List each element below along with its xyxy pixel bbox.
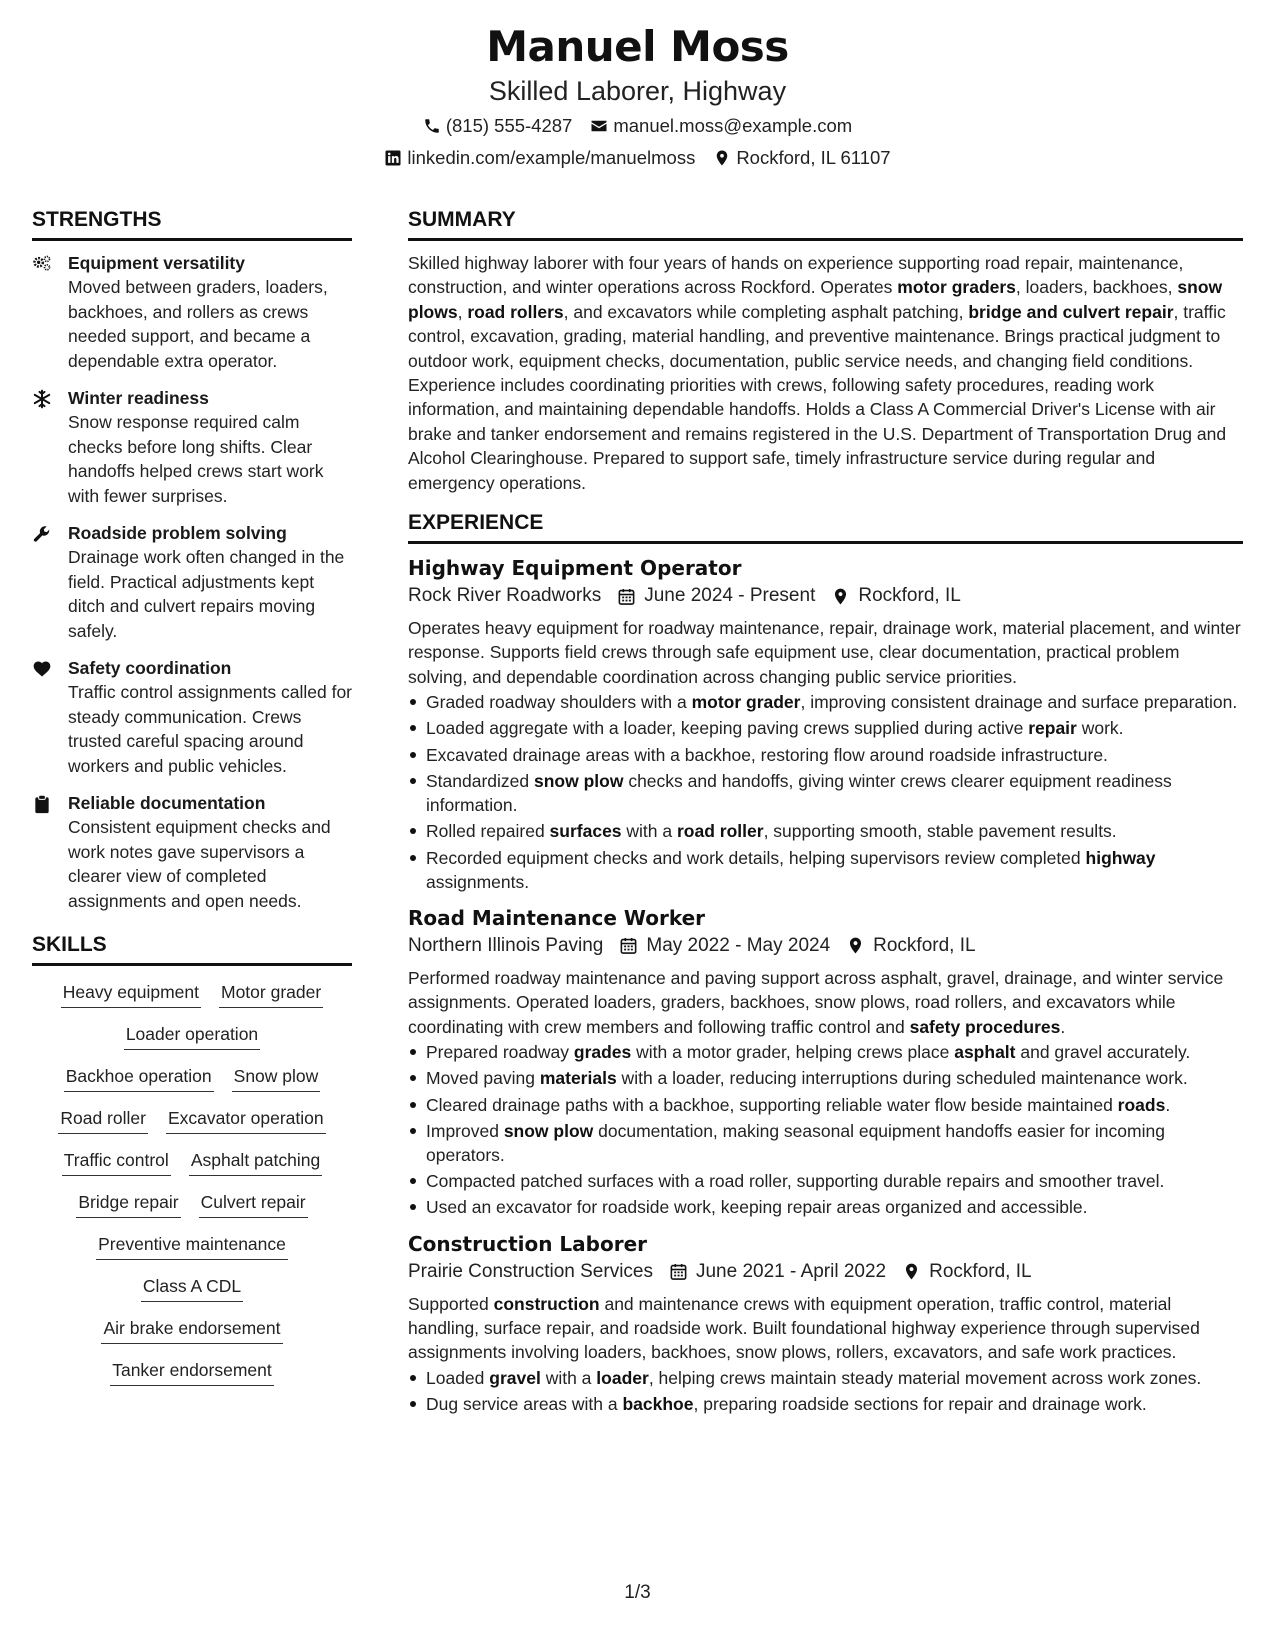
map-pin-icon [902, 1262, 921, 1281]
location-text: Rockford, IL 61107 [736, 147, 891, 168]
gears-icon [32, 251, 56, 373]
text-run: Standardized [426, 770, 534, 791]
text-run: documentation, making seasonal equipment handoffs easier for incoming operators. [426, 1120, 1165, 1165]
text-run: , and excavators while completing asphalt patching, [563, 301, 969, 322]
text-run: assignments. [426, 871, 530, 892]
strength-title: Safety coordination [68, 658, 232, 678]
text-run: and maintenance crews with equipment operation, traffic control, material handling, surface repair, and roadside work. Built foundational highway experience through supervised assignments involving loaders, backhoes, snow plows, rollers, excavators, and safe work practices. [408, 1293, 1200, 1363]
linkedin-contact[interactable] [384, 146, 695, 170]
text-run: , traffic control, excavation, grading, material handling, and preventive maintenance. Brings practical judgment to outdoor work, equipment checks, documentation, public service needs, and changing field conditions. Experience includes coordinating priorities with crews, following safety procedures, reading work information, and maintaining dependable handoffs. Holds a Class A Commercial Driver's License with air brake and tanker endorsement and remains registered in the U.S. Department of Transportation Drug and Alcohol Clearinghouse. Prepared to support safe, timely infrastructure service during regular and emergency operations. [408, 301, 1227, 493]
bullet-item [408, 1392, 1243, 1416]
phone-icon [423, 117, 441, 135]
job-meta [408, 1258, 1243, 1286]
strength-title: Equipment versatility [68, 253, 245, 273]
phone-text: (815) 555-4287 [445, 115, 573, 136]
text-run: , improving consistent drainage and surface preparation. [800, 692, 1238, 713]
bold-text: roads [1117, 1094, 1166, 1115]
skills-list [32, 980, 352, 1386]
job-title: Construction Laborer [408, 1231, 648, 1256]
job-dates: May 2022 - May 2024 [646, 934, 831, 956]
strength-item [32, 386, 352, 508]
job-title: Highway Equipment Operator [408, 556, 742, 581]
skill-tag: Traffic control [62, 1148, 171, 1176]
bold-text: loader [596, 1367, 649, 1388]
calendar-icon [617, 587, 636, 606]
job-entry [408, 1230, 1243, 1417]
candidate-title: Skilled Laborer, Highway [488, 76, 787, 106]
text-run: Compacted patched surfaces with a road roller, supporting durable repairs and smoother travel. [426, 1171, 1165, 1192]
text-run: Graded roadway shoulders with a [426, 692, 692, 713]
text-run: Rolled repaired [426, 821, 550, 842]
bold-text: bridge and culvert repair [968, 301, 1174, 322]
text-run: . [1060, 1016, 1066, 1037]
text-run: Operates heavy equipment for roadway maintenance, repair, drainage work, material placement, and winter response. Supports field crews through safe equipment use, clear documentation, practical problem solving, and dependable coordination across changing public service priorities. [408, 618, 1241, 687]
text-run: Skilled highway laborer with four years of hands on experience supporting road repair, maintenance, construction, and winter operations across Rockford. Operates [408, 253, 1184, 298]
bullet-item [408, 846, 1243, 894]
strength-item [32, 791, 352, 913]
skill-tag: Snow plow [232, 1064, 321, 1092]
skill-tag: Excavator operation [166, 1106, 326, 1134]
bold-text: repair [1028, 718, 1077, 739]
snowflake-icon [32, 386, 56, 508]
experience-list [408, 554, 1243, 1416]
bold-text: construction [493, 1293, 600, 1314]
experience-heading: EXPERIENCE [408, 509, 1243, 544]
skill-tag: Culvert repair [199, 1190, 308, 1218]
text-run: and gravel accurately. [1015, 1042, 1191, 1063]
bullet-item [408, 716, 1243, 740]
job-description [408, 1292, 1243, 1365]
company-name: Rock River Roadworks [408, 585, 602, 607]
calendar-icon [669, 1262, 688, 1281]
bold-text: road rollers [467, 301, 564, 322]
text-run: Prepared roadway [426, 1042, 574, 1063]
job-bullets [408, 1366, 1243, 1416]
text-run: Cleared drainage paths with a backhoe, supporting reliable water flow beside maintained [426, 1094, 1118, 1115]
contact-row-2 [0, 146, 1275, 170]
text-run: Improved [426, 1120, 504, 1141]
text-run: with a motor grader, helping crews place [631, 1042, 955, 1063]
contact-row-1 [0, 114, 1275, 138]
bullet-item [408, 1093, 1243, 1117]
linkedin-icon [384, 149, 402, 167]
bullet-item [408, 1040, 1243, 1064]
skill-tag: Road roller [58, 1106, 148, 1134]
candidate-name: Manuel Moss [486, 22, 789, 71]
map-pin-icon [831, 587, 850, 606]
text-run: Used an excavator for roadside work, keeping repair areas organized and accessible. [426, 1197, 1088, 1218]
skill-tag: Loader operation [124, 1022, 260, 1050]
text-run: with a loader, reducing interruptions during scheduled maintenance work. [616, 1068, 1188, 1089]
text-run: Dug service areas with a [426, 1393, 623, 1414]
text-run: Recorded equipment checks and work details, helping supervisors review completed [426, 847, 1086, 868]
text-run: Excavated drainage areas with a backhoe, restoring flow around roadside infrastructure. [426, 744, 1108, 765]
text-run: Supported [408, 1293, 494, 1314]
text-run: with a [621, 821, 677, 842]
skills-heading: SKILLS [32, 931, 352, 966]
company-name: Northern Illinois Paving [408, 934, 604, 956]
summary-text [408, 251, 1243, 495]
bold-text: backhoe [622, 1393, 694, 1414]
job-entry [408, 554, 1243, 894]
skill-tag: Backhoe operation [64, 1064, 214, 1092]
bullet-item [408, 769, 1243, 817]
summary-heading: SUMMARY [408, 206, 1243, 241]
company-name: Prairie Construction Services [408, 1260, 653, 1282]
bullet-item [408, 1119, 1243, 1167]
job-location: Rockford, IL [929, 1260, 1032, 1282]
job-description [408, 966, 1243, 1039]
bold-text: motor grader [691, 692, 801, 713]
email-contact[interactable] [590, 114, 852, 138]
text-run: Moved paving [426, 1068, 540, 1089]
text-run: Loaded [426, 1367, 490, 1388]
text-run: Loaded aggregate with a loader, keeping paving crews supplied during active [426, 718, 1029, 739]
bold-text: surfaces [549, 821, 622, 842]
bullet-item [408, 1195, 1243, 1219]
skill-tag: Bridge repair [76, 1190, 180, 1218]
strength-desc: Drainage work often changed in the field. Practical adjustments kept ditch and culvert repairs moving safely. [68, 547, 345, 641]
job-meta [408, 582, 1243, 610]
strengths-heading: STRENGTHS [32, 206, 352, 241]
strength-desc: Moved between graders, loaders, backhoes, and rollers as crews needed support, and became a dependable extra operator. [68, 277, 328, 371]
bullet-item [408, 1366, 1243, 1390]
skill-tag: Preventive maintenance [96, 1232, 288, 1260]
bold-text: gravel [489, 1367, 541, 1388]
email-text: manuel.moss@example.com [613, 115, 853, 136]
job-location: Rockford, IL [873, 934, 976, 956]
strength-desc: Consistent equipment checks and work notes gave supervisors a clearer view of completed assignments and open needs. [68, 817, 331, 911]
bold-text: snow plows [408, 277, 1223, 322]
job-location: Rockford, IL [858, 585, 961, 607]
strength-item [32, 656, 352, 778]
bold-text: road roller [677, 821, 764, 842]
bold-text: snow plow [534, 770, 624, 791]
bullet-item [408, 1066, 1243, 1090]
skill-tag: Motor grader [219, 980, 323, 1008]
page-number: 1/3 [624, 1582, 651, 1603]
text-run: , supporting smooth, stable pavement results. [763, 821, 1117, 842]
strength-item [32, 521, 352, 643]
bold-text: snow plow [503, 1120, 594, 1141]
bold-text: materials [539, 1068, 617, 1089]
bullet-item [408, 690, 1243, 714]
skill-tag: Class A CDL [141, 1274, 243, 1302]
strength-item [32, 251, 352, 373]
skill-tag: Tanker endorsement [110, 1358, 274, 1386]
strength-desc: Traffic control assignments called for steady communication. Crews trusted careful spacing around workers and public vehicles. [68, 682, 353, 776]
text-run: , loaders, backhoes, [1015, 277, 1178, 298]
phone-contact[interactable] [423, 114, 573, 138]
left-column [32, 206, 352, 1386]
resume-header [0, 20, 1275, 170]
skill-tag: Asphalt patching [189, 1148, 322, 1176]
right-column [408, 206, 1243, 1426]
job-dates: June 2021 - April 2022 [695, 1260, 887, 1282]
bold-text: highway [1085, 847, 1156, 868]
text-run: , [457, 301, 468, 322]
text-run: work. [1076, 718, 1124, 739]
text-run: . [1165, 1094, 1171, 1115]
text-run: checks and handoffs, giving winter crews clearer equipment readiness information. [426, 770, 1172, 816]
text-run: , preparing roadside sections for repair and drainage work. [693, 1393, 1147, 1414]
clipboard-icon [32, 791, 56, 913]
bold-text: asphalt [954, 1042, 1016, 1063]
bullet-item [408, 743, 1243, 767]
job-dates: June 2024 - Present [644, 585, 816, 607]
skill-tag: Air brake endorsement [101, 1316, 282, 1344]
text-run: with a [540, 1367, 597, 1388]
job-meta [408, 932, 1243, 960]
job-title: Road Maintenance Worker [408, 905, 706, 930]
bullet-item [408, 819, 1243, 843]
map-pin-icon [846, 936, 865, 955]
linkedin-text: linkedin.com/example/manuelmoss [407, 147, 696, 168]
location-contact [713, 146, 890, 170]
strength-desc: Snow response required calm checks before long shifts. Clear handoffs helped crews start work with fewer surprises. [68, 412, 324, 506]
bold-text: motor graders [897, 277, 1016, 298]
heart-icon [32, 656, 56, 778]
envelope-icon [590, 117, 608, 135]
strength-title: Roadside problem solving [68, 523, 287, 543]
text-run: Performed roadway maintenance and paving support across asphalt, gravel, drainage, and winter service assignments. Operated loaders, graders, backhoes, snow plows, road rollers, and excavators while coordinating with crew members and following traffic control and [408, 967, 1224, 1037]
bold-text: grades [573, 1042, 632, 1063]
strength-title: Winter readiness [68, 388, 209, 408]
skill-tag: Heavy equipment [61, 980, 201, 1008]
bullet-item [408, 1169, 1243, 1193]
job-bullets [408, 1040, 1243, 1219]
wrench-icon [32, 521, 56, 643]
job-entry [408, 904, 1243, 1220]
job-description [408, 616, 1243, 689]
map-pin-icon [713, 149, 731, 167]
strength-title: Reliable documentation [68, 793, 266, 813]
calendar-icon [619, 936, 638, 955]
job-bullets [408, 690, 1243, 894]
bold-text: safety procedures [909, 1016, 1061, 1037]
text-run: , helping crews maintain steady material movement across work zones. [648, 1367, 1202, 1388]
